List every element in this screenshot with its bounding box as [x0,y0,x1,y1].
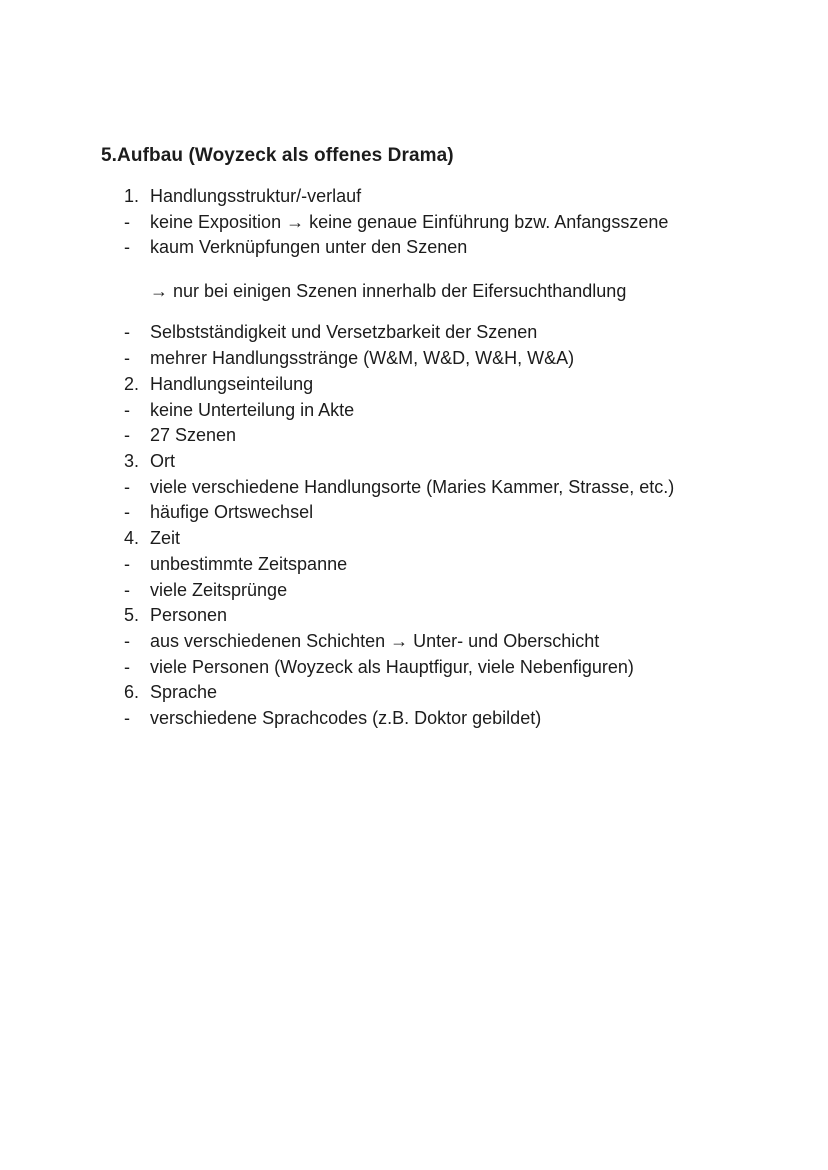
list-bullet: - [124,400,130,420]
list-item [0,526,828,550]
list-number: 1. [124,186,140,206]
list-item [0,680,828,704]
list-item-text: Handlungseinteilung [150,374,314,394]
list-item [0,500,828,524]
list-item-text: Ort [150,451,175,471]
list-number: 6. [124,682,140,702]
list-item-text: keine Unterteilung in Akte [150,400,355,420]
list-bullet: - [124,322,130,342]
list-item [0,603,828,627]
list-bullet: - [124,348,130,368]
list-item-text: Selbstständigkeit und Versetzbarkeit der Szenen [150,322,538,342]
list-item [0,629,828,653]
list-item-text: viele Personen (Woyzeck als Hauptfigur, viele Nebenfiguren) [150,657,634,677]
list-item [0,320,828,344]
list-bullet: - [124,212,130,232]
list-item [0,423,828,447]
list-bullet: - [124,477,130,497]
list-bullet: - [124,708,130,728]
list-item [0,235,828,259]
list-item-text: viele verschiedene Handlungsorte (Maries Kammer, Strasse, etc.) [150,477,675,497]
list-bullet: - [124,237,130,257]
list-item-text: Sprache [150,682,218,702]
list-bullet: - [124,554,130,574]
list-bullet: - [124,502,130,522]
list-item-text: Zeit [150,528,181,548]
list-bullet: - [124,657,130,677]
list-item-text: aus verschiedenen Schichten → Unter- und Oberschicht [150,631,600,651]
list-bullet: - [124,631,130,651]
list-item-text: häufige Ortswechsel [150,502,314,522]
list-item-text: verschiedene Sprachcodes (z.B. Doktor gebildet) [150,708,542,728]
list-bullet: - [124,425,130,445]
list-item-text: unbestimmte Zeitspanne [150,554,348,574]
list-item [0,346,828,370]
list-number: 5. [124,605,140,625]
list-item [0,184,828,208]
list-item-text: kaum Verknüpfungen unter den Szenen [150,237,468,257]
list-item-text: 27 Szenen [150,425,237,445]
list-item [0,210,828,234]
list-item [0,655,828,679]
list-item-text: Personen [150,605,228,625]
list-number: 4. [124,528,140,548]
list-number: 2. [124,374,140,394]
list-item [0,398,828,422]
list-bullet: - [124,580,130,600]
list-item-text: viele Zeitsprünge [150,580,288,600]
list-item [0,552,828,576]
list-item-text: keine Exposition → keine genaue Einführung bzw. Anfangsszene [150,212,669,232]
section-heading: 5.Aufbau (Woyzeck als offenes Drama) [101,145,454,166]
list-number: 3. [124,451,140,471]
list-item-text: Handlungsstruktur/-verlauf [150,186,362,206]
list-item [0,475,828,499]
list-item [0,706,828,730]
list-item [0,449,828,473]
list-item-continuation [0,279,828,303]
list-item-text: mehrer Handlungsstränge (W&M, W&D, W&H, W&A) [150,348,575,368]
list-item [0,372,828,396]
list-item-text: → nur bei einigen Szenen innerhalb der Eifersuchthandlung [150,281,627,301]
list-item [0,578,828,602]
